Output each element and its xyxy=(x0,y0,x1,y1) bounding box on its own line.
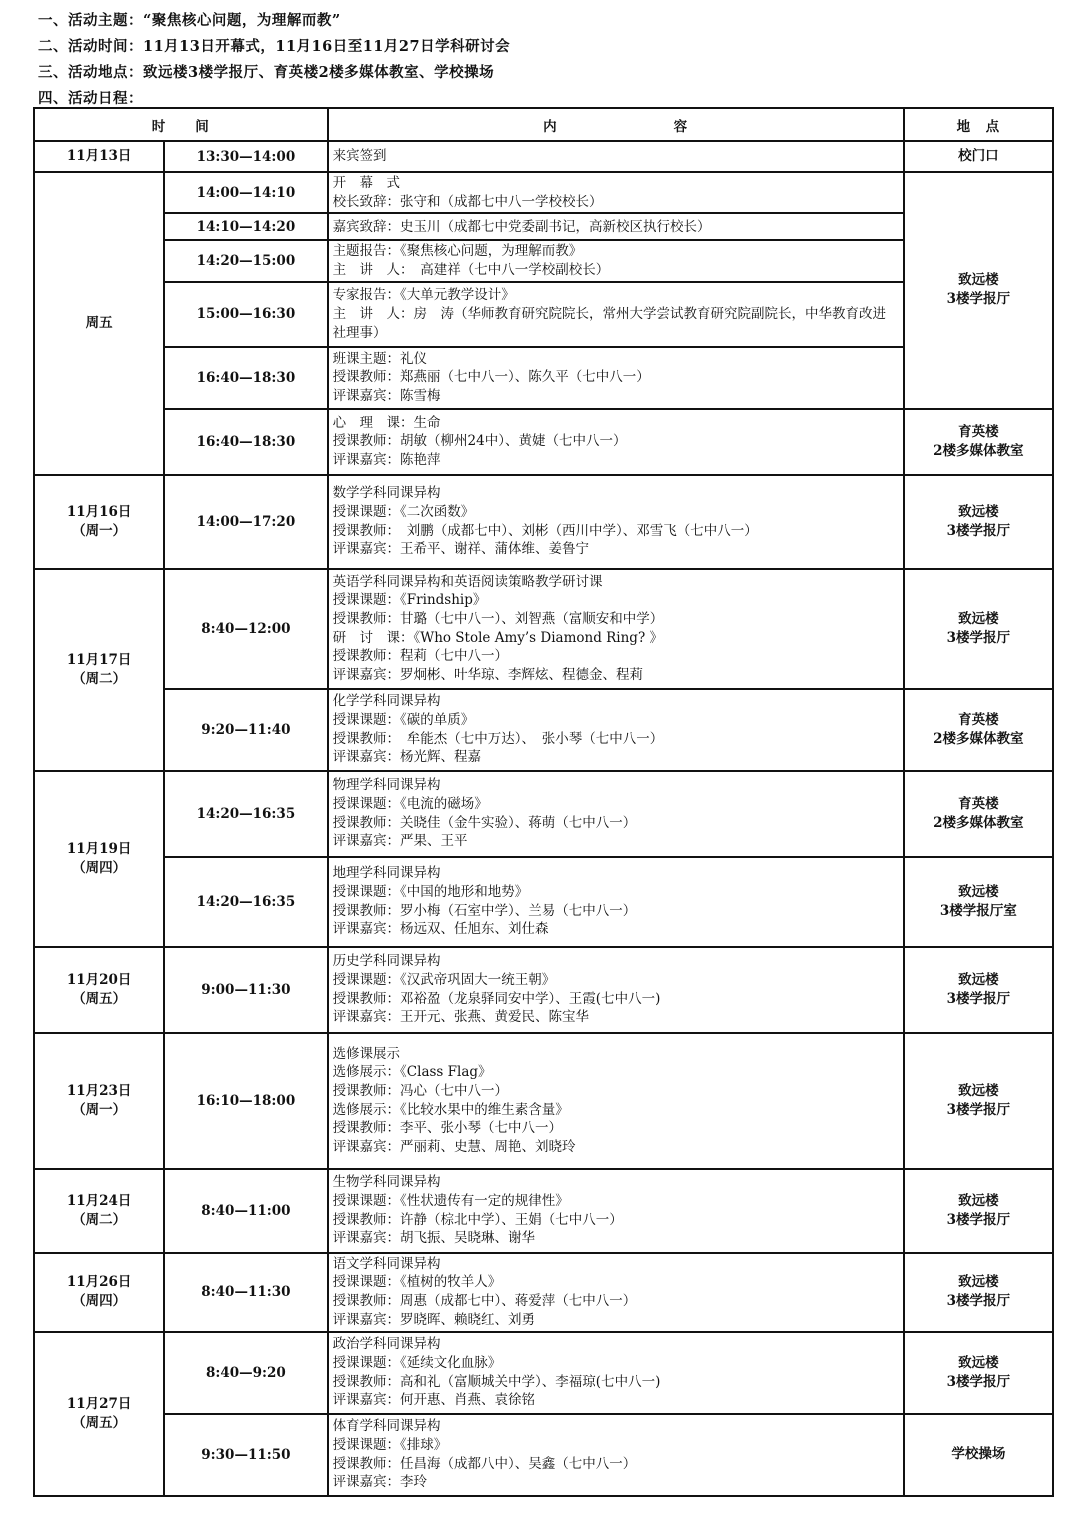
cell-line: （周五） xyxy=(72,990,127,1007)
cell-line: 2楼多媒体教室 xyxy=(933,442,1024,459)
content-line: 授课课题：《电流的磁场》 xyxy=(332,796,488,813)
cell-line: 11月20日 xyxy=(66,971,132,988)
cell-line: 致远楼 xyxy=(958,272,999,289)
cell-line: 3楼学报厅 xyxy=(946,522,1011,539)
content-line: 评课嘉宾：杨光辉、程嘉 xyxy=(332,749,482,766)
content-line: 体育学科同课异构 xyxy=(332,1418,441,1435)
time-cell: 14:20—16:35 xyxy=(164,771,327,857)
time-cell: 9:20—11:40 xyxy=(164,689,327,771)
content-line: 授课教师：冯心（七中八一） xyxy=(332,1083,509,1100)
cell-line: （周一） xyxy=(72,1101,127,1118)
content-line: 授课教师：任昌海（成都八中）、吴鑫（七中八一） xyxy=(332,1455,637,1472)
content-cell xyxy=(328,569,904,689)
content-line: 授课教师：甘璐（七中八一）、刘智燕（富顺安和中学） xyxy=(332,611,664,628)
date-cell xyxy=(34,1253,164,1332)
content-line: 评课嘉宾：王开元、张燕、黄爱民、陈宝华 xyxy=(332,1009,590,1026)
content-line: 授课教师：关晓佳（金牛实验）、蒋萌（七中八一） xyxy=(332,814,637,831)
content-cell xyxy=(328,240,904,281)
cell-line: 3楼学报厅 xyxy=(946,1211,1011,1228)
location-cell xyxy=(904,1169,1053,1253)
content-line: 授课课题：《排球》 xyxy=(332,1436,448,1453)
content-line: 来宾签到 xyxy=(332,148,387,165)
header-location: 三、活动地点：致远楼3楼学报厅、育英楼2楼多媒体教室、学校操场 xyxy=(38,64,495,81)
content-line: 评课嘉宾：罗晓晖、赖晓红、刘勇 xyxy=(332,1311,536,1328)
content-line: 授课教师：胡敏（柳州24中）、黄婕（七中八一） xyxy=(332,433,627,450)
table-header-row xyxy=(34,108,1053,141)
date-cell: 周五 xyxy=(34,172,164,475)
time-cell: 15:00—16:30 xyxy=(164,282,327,347)
table-row xyxy=(34,1169,1053,1253)
table-row xyxy=(34,141,1053,172)
cell-line: 3楼学报厅 xyxy=(946,1373,1011,1390)
header-time: 二、活动时间：11月13日开幕式，11月16日至11月27日学科研讨会 xyxy=(38,38,511,55)
content-line: 专家报告：《大单元教学设计》 xyxy=(332,287,515,304)
content-cell xyxy=(328,947,904,1033)
table-row xyxy=(34,475,1053,569)
content-line: 选修展示：《Class Flag》 xyxy=(332,1064,492,1081)
location-cell xyxy=(904,409,1053,475)
content-line: 授课教师：程莉（七中八一） xyxy=(332,648,509,665)
content-line: 授课教师：高和礼（富顺城关中学）、李福琼(七中八一) xyxy=(332,1373,661,1390)
table-row xyxy=(34,1332,1053,1414)
cell-line: （周五） xyxy=(72,1414,127,1431)
location-cell xyxy=(904,857,1053,947)
content-cell xyxy=(328,347,904,409)
time-cell: 14:20—15:00 xyxy=(164,240,327,281)
content-line: 授课课题：《Frindship》 xyxy=(332,592,487,609)
content-cell xyxy=(328,1169,904,1253)
cell-line: 育英楼 xyxy=(958,795,999,812)
content-line: 地理学科同课异构 xyxy=(332,865,441,882)
table-row xyxy=(34,771,1053,857)
cell-line: 致远楼 xyxy=(958,971,999,988)
cell-line: 学校操场 xyxy=(951,1446,1006,1462)
cell-line: 11月16日 xyxy=(66,503,132,520)
time-cell: 9:00—11:30 xyxy=(164,947,327,1033)
content-line: 评课嘉宾：杨远双、任旭东、刘仕森 xyxy=(332,921,549,938)
content-line: 评课嘉宾：王希平、谢祥、蒲体维、姜鲁宁 xyxy=(332,541,590,558)
cell-line: 2楼多媒体教室 xyxy=(933,730,1024,747)
content-line: 授课教师：周惠（成都七中）、蒋爱萍（七中八一） xyxy=(332,1293,637,1310)
content-line: 主题报告：《聚焦核心问题，为理解而教》 xyxy=(332,243,583,260)
schedule-table xyxy=(33,107,1054,1497)
location-cell xyxy=(904,689,1053,771)
content-cell xyxy=(328,282,904,347)
cell-line: 育英楼 xyxy=(958,423,999,440)
content-line: 授课课题：《中国的地形和地势》 xyxy=(332,884,529,901)
cell-line: 11月26日 xyxy=(66,1274,132,1291)
cell-line: 校门口 xyxy=(958,148,999,164)
time-cell: 14:00—14:10 xyxy=(164,172,327,213)
cell-line: 致远楼 xyxy=(958,1354,999,1371)
content-line: 授课教师：李平、张小琴（七中八一） xyxy=(332,1120,563,1137)
content-line: 授课课题：《碳的单质》 xyxy=(332,712,475,729)
content-line: 主 讲 人： 高建祥（七中八一学校副校长） xyxy=(332,262,610,279)
time-cell: 8:40—11:00 xyxy=(164,1169,327,1253)
content-line: 主 讲 人：房 涛（华师教育研究院院长，常州大学尝试教育研究院副院长，中华教育改进社理事） xyxy=(332,305,887,341)
content-line: 授课教师： 牟能杰（七中万达）、 张小琴（七中八一） xyxy=(332,730,664,747)
location-cell xyxy=(904,475,1053,569)
content-cell xyxy=(328,409,904,475)
content-line: 语文学科同课异构 xyxy=(332,1255,441,1272)
location-cell xyxy=(904,1414,1053,1496)
table-row xyxy=(34,857,1053,947)
header-theme: 一、活动主题：“聚焦核心问题，为理解而教” xyxy=(38,12,341,29)
location-cell xyxy=(904,172,1053,409)
content-line: 评课嘉宾：何开惠、肖燕、袁徐铭 xyxy=(332,1392,536,1409)
time-cell: 13:30—14:00 xyxy=(164,141,327,172)
content-line: 研 讨 课：《Who Stole Amy’s Diamond Ring? 》 xyxy=(332,629,663,646)
table-row xyxy=(34,1033,1053,1169)
table-row xyxy=(34,569,1053,689)
content-line: 授课教师：邓裕盈（龙泉驿同安中学）、王霞(七中八一) xyxy=(332,990,661,1007)
cell-line: 11月17日 xyxy=(66,651,132,668)
content-line: 评课嘉宾：严果、王平 xyxy=(332,833,468,850)
time-cell: 16:40—18:30 xyxy=(164,409,327,475)
content-line: 化学学科同课异构 xyxy=(332,693,441,710)
cell-line: （周二） xyxy=(72,1211,127,1228)
time-cell: 14:20—16:35 xyxy=(164,857,327,947)
content-line: 物理学科同课异构 xyxy=(332,777,441,794)
content-cell xyxy=(328,172,904,213)
cell-line: 3楼学报厅 xyxy=(946,291,1011,308)
cell-line: （周二） xyxy=(72,670,127,687)
date-cell xyxy=(34,569,164,771)
col-header-location: 地 点 xyxy=(904,108,1053,141)
content-line: 历史学科同课异构 xyxy=(332,953,441,970)
date-cell xyxy=(34,1332,164,1496)
cell-line: 育英楼 xyxy=(958,711,999,728)
content-cell xyxy=(328,475,904,569)
table-row xyxy=(34,947,1053,1033)
content-line: 授课课题：《植树的牧羊人》 xyxy=(332,1274,502,1291)
content-line: 评课嘉宾：陈雪梅 xyxy=(332,388,441,405)
cell-line: 2楼多媒体教室 xyxy=(933,814,1024,831)
location-cell xyxy=(904,569,1053,689)
content-line: 授课课题：《延续文化血脉》 xyxy=(332,1354,502,1371)
cell-line: 3楼学报厅 xyxy=(946,629,1011,646)
location-cell xyxy=(904,771,1053,857)
table-row xyxy=(34,689,1053,771)
cell-line: 3楼学报厅室 xyxy=(939,902,1017,919)
time-cell: 8:40—9:20 xyxy=(164,1332,327,1414)
table-row xyxy=(34,213,1053,240)
content-cell xyxy=(328,857,904,947)
content-cell xyxy=(328,1033,904,1169)
table-row xyxy=(34,347,1053,409)
content-line: 数学学科同课异构 xyxy=(332,485,441,502)
date-cell xyxy=(34,1169,164,1253)
content-line: 嘉宾致辞：史玉川（成都七中党委副书记，高新校区执行校长） xyxy=(332,218,711,235)
cell-line: 11月27日 xyxy=(66,1395,132,1412)
location-cell xyxy=(904,141,1053,172)
content-line: 评课嘉宾：李玲 xyxy=(332,1474,428,1491)
time-cell: 8:40—12:00 xyxy=(164,569,327,689)
cell-line: 致远楼 xyxy=(958,883,999,900)
location-cell xyxy=(904,947,1053,1033)
cell-line: 11月23日 xyxy=(66,1082,132,1099)
content-line: 班课主题：礼仪 xyxy=(332,350,428,367)
time-cell: 8:40—11:30 xyxy=(164,1253,327,1332)
cell-line: 3楼学报厅 xyxy=(946,1101,1011,1118)
cell-line: （周四） xyxy=(72,1293,127,1310)
col-header-content: 内 容 xyxy=(328,108,904,141)
content-line: 选修展示：《比较水果中的维生素含量》 xyxy=(332,1101,569,1118)
table-row xyxy=(34,240,1053,281)
content-line: 授课课题：《性状遗传有一定的规律性》 xyxy=(332,1193,569,1210)
content-line: 评课嘉宾：罗炯彬、叶华琼、李辉炫、程德金、程莉 xyxy=(332,667,644,684)
content-line: 开 幕 式 xyxy=(332,175,401,191)
time-cell: 14:00—17:20 xyxy=(164,475,327,569)
col-header-time: 时 间 xyxy=(34,108,328,141)
content-line: 政治学科同课异构 xyxy=(332,1336,441,1353)
location-cell xyxy=(904,1332,1053,1414)
time-cell: 14:10—14:20 xyxy=(164,213,327,240)
content-cell xyxy=(328,1414,904,1496)
content-cell xyxy=(328,689,904,771)
table-row xyxy=(34,282,1053,347)
content-line: 授课教师：罗小梅（石室中学）、兰易（七中八一） xyxy=(332,902,637,919)
cell-line: 致远楼 xyxy=(958,610,999,627)
cell-line: 致远楼 xyxy=(958,1082,999,1099)
cell-line: 3楼学报厅 xyxy=(946,1293,1011,1310)
location-cell xyxy=(904,1033,1053,1169)
cell-line: （周一） xyxy=(72,522,127,539)
cell-line: 致远楼 xyxy=(958,503,999,520)
time-cell: 16:10—18:00 xyxy=(164,1033,327,1169)
content-line: 生物学科同课异构 xyxy=(332,1174,441,1191)
cell-line: 11月24日 xyxy=(66,1192,132,1209)
table-row xyxy=(34,1414,1053,1496)
content-cell xyxy=(328,771,904,857)
content-cell xyxy=(328,141,904,172)
time-cell: 16:40—18:30 xyxy=(164,347,327,409)
content-line: 授课教师：许静（棕北中学）、王娟（七中八一） xyxy=(332,1211,623,1228)
content-line: 评课嘉宾：胡飞振、吴晓琳、谢华 xyxy=(332,1230,536,1247)
content-line: 授课教师： 刘鹏（成都七中）、刘彬（西川中学）、邓雪飞（七中八一） xyxy=(332,522,758,539)
content-line: 心 理 课：生命 xyxy=(332,414,441,431)
time-cell: 9:30—11:50 xyxy=(164,1414,327,1496)
header xyxy=(38,8,1048,112)
content-cell xyxy=(328,1332,904,1414)
cell-line: 3楼学报厅 xyxy=(946,990,1011,1007)
content-cell xyxy=(328,213,904,240)
cell-line: （周四） xyxy=(72,859,127,876)
location-cell xyxy=(904,1253,1053,1332)
content-line: 授课课题：《二次函数》 xyxy=(332,504,475,521)
date-cell xyxy=(34,947,164,1033)
header-schedule: 四、活动日程： xyxy=(38,90,143,107)
content-cell xyxy=(328,1253,904,1332)
content-line: 评课嘉宾：严丽莉、史慧、周艳、刘晓玲 xyxy=(332,1139,576,1156)
date-cell xyxy=(34,475,164,569)
content-line: 校长致辞：张守和（成都七中八一学校校长） xyxy=(332,193,603,210)
cell-line: 致远楼 xyxy=(958,1274,999,1291)
table-row xyxy=(34,409,1053,475)
content-line: 英语学科同课异构和英语阅读策略教学研讨课 xyxy=(332,573,603,590)
content-line: 选修课展示 xyxy=(332,1045,401,1062)
content-line: 评课嘉宾：陈艳萍 xyxy=(332,452,441,469)
content-line: 授课教师：郑燕丽（七中八一）、陈久平（七中八一） xyxy=(332,369,650,386)
date-cell: 11月13日 xyxy=(34,141,164,172)
date-cell xyxy=(34,771,164,947)
cell-line: 致远楼 xyxy=(958,1192,999,1209)
cell-line: 11月19日 xyxy=(66,840,132,857)
date-cell xyxy=(34,1033,164,1169)
table-row xyxy=(34,1253,1053,1332)
table-row xyxy=(34,172,1053,213)
content-line: 授课课题：《汉武帝巩固大一统王朝》 xyxy=(332,972,556,989)
